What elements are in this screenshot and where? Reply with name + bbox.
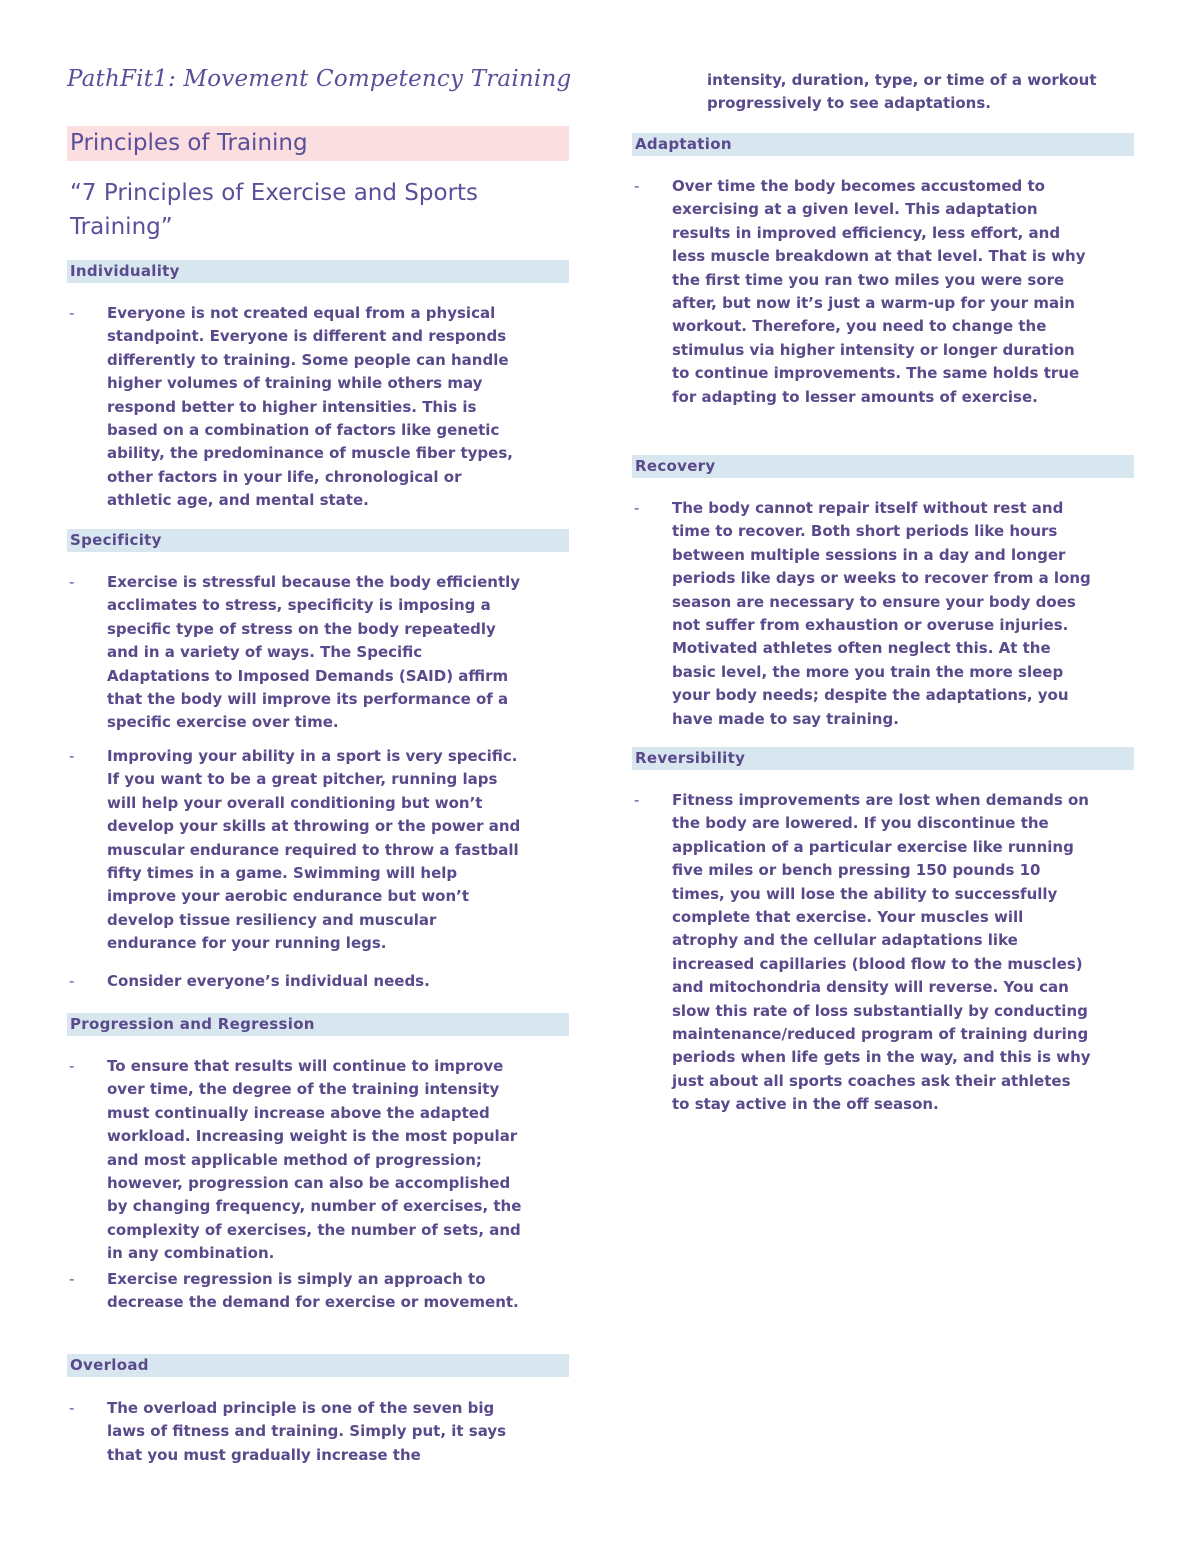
- heading-adaptation: Adaptation: [632, 133, 1134, 156]
- heading-recovery: Recovery: [632, 455, 1134, 478]
- heading-progression-regression: Progression and Regression: [67, 1013, 569, 1036]
- adaptation-bullet-1: - Over time the body becomes accustomed to exercising at a given level. This adaptation results in improved efficiency, less effort, and less muscle breakdown at that level. That is why the first time you ran two miles you were sore after, but now it’s just a warm-up for your main workout. Therefore, you need to change the stimulus via higher intensity or longer duration to continue improvements. The same holds true for adapting to lesser amounts of exercise.: [672, 175, 1092, 409]
- heading-overload: Overload: [67, 1354, 569, 1377]
- document-title: PathFit1: Movement Competency Training: [67, 66, 572, 92]
- recovery-bullet-1: - The body cannot repair itself without rest and time to recover. Both short periods like hours between multiple sessions in a day and longer periods like days or weeks to recover from a long season are necessary to ensure your body does not suffer from exhaustion or overuse injuries. Motivated athletes often neglect this. At the basic level, the more you train the more sleep your body needs; despite the adaptations, you have made to say training.: [672, 497, 1092, 731]
- page-subtitle: “7 Principles of Exercise and Sports Training”: [70, 180, 479, 240]
- individuality-bullet-1: - Everyone is not created equal from a physical standpoint. Everyone is different and responds differently to training. Some people can handle higher volumes of training while others may respond better to higher intensities. This is based on a combination of factors like genetic ability, the predominance of muscle fiber types, other factors in your life, chronological or athletic age, and mental state.: [107, 302, 527, 513]
- specificity-bullet-1: - Exercise is stressful because the body efficiently acclimates to stress, specificity is imposing a specific type of stress on the body repeatedly and in a variety of ways. The Specific Adaptations to Imposed Demands (SAID) affirm that the body will improve its performance of a specific exercise over time.: [107, 571, 527, 735]
- heading-specificity: Specificity: [67, 529, 569, 552]
- overload-bullet-1: - The overload principle is one of the seven big laws of fitness and training. Simply put, it says that you must gradually increase the: [107, 1397, 527, 1467]
- section-title: Principles of Training: [67, 126, 569, 161]
- heading-reversibility: Reversibility: [632, 747, 1134, 770]
- heading-individuality: Individuality: [67, 260, 569, 283]
- specificity-bullet-3: - Consider everyone’s individual needs.: [107, 970, 527, 993]
- progression-bullet-2: - Exercise regression is simply an approach to decrease the demand for exercise or movement.: [107, 1268, 527, 1315]
- specificity-bullet-2: - Improving your ability in a sport is very specific. If you want to be a great pitcher, running laps will help your overall conditioning but won’t develop your skills at throwing or the power and muscular endurance required to throw a fastball fifty times in a game. Swimming will help improve your aerobic endurance but won’t develop tissue resiliency and muscular endurance for your running legs.: [107, 745, 527, 956]
- overload-bullet-continued: intensity, duration, type, or time of a workout progressively to see adaptations.: [707, 71, 1097, 113]
- reversibility-bullet-1: - Fitness improvements are lost when demands on the body are lowered. If you discontinue the application of a particular exercise like running five miles or bench pressing 150 pounds 10 times, you will lose the ability to successfully complete that exercise. Your muscles will atrophy and the cellular adaptations like increased capillaries (blood flow to the muscles) and mitochondria density will reverse. You can slow this rate of loss substantially by conducting maintenance/reduced program of training during periods when life gets in the way, and this is why just about all sports coaches ask their athletes to stay active in the off season.: [672, 789, 1092, 1117]
- progression-bullet-1: - To ensure that results will continue to improve over time, the degree of the training intensity must continually increase above the adapted workload. Increasing weight is the most popular and most applicable method of progression; however, progression can also be accomplished by changing frequency, number of exercises, the complexity of exercises, the number of sets, and in any combination.: [107, 1055, 527, 1266]
